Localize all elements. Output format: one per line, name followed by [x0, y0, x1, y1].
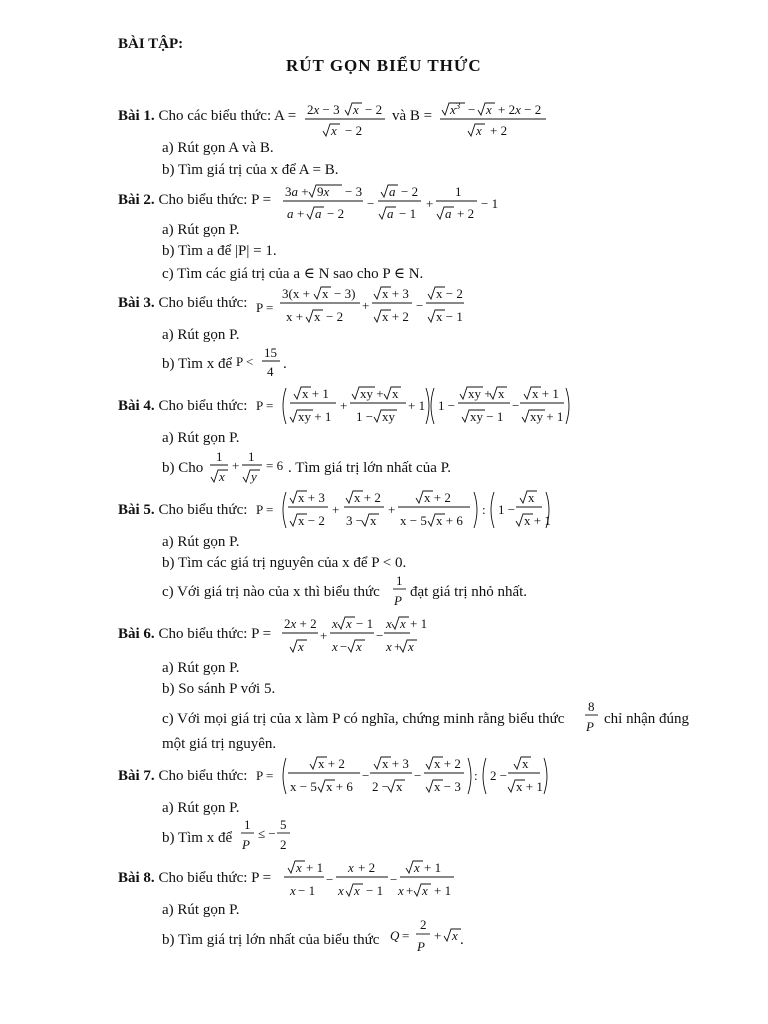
svg-text:15: 15	[264, 345, 277, 360]
svg-text:P: P	[242, 837, 250, 852]
svg-text:4: 4	[267, 364, 274, 379]
svg-text:x: x	[331, 123, 337, 138]
svg-text:+ 1: + 1	[434, 883, 452, 898]
svg-text:2x − 3: 2x − 3	[307, 102, 340, 117]
problem-3-heading	[118, 295, 247, 312]
svg-text:x: x	[332, 639, 338, 654]
formula-q	[390, 918, 462, 958]
svg-text:y: y	[251, 469, 257, 484]
svg-text:x + 1: x + 1	[302, 386, 329, 401]
formula-p8	[284, 858, 456, 902]
svg-text:2x + 2: 2x + 2	[284, 616, 317, 631]
svg-text:+: +	[320, 628, 328, 643]
formula-p5	[256, 488, 550, 532]
problem-label: Bài 7.	[118, 768, 155, 784]
svg-text:x: x	[314, 309, 321, 324]
condition-formula	[208, 450, 288, 490]
problem-intro: Cho biểu thức:	[158, 502, 248, 518]
problem-5-item-a: a) Rút gọn P.	[162, 534, 240, 550]
problem-5-item-b: b) Tìm các giá trị nguyên của x để P < 0.	[162, 555, 407, 571]
svg-text:a: a	[315, 206, 322, 221]
svg-text:x + 1: x + 1	[524, 513, 551, 528]
svg-text:=: =	[402, 928, 410, 943]
svg-text:a: a	[389, 184, 396, 199]
svg-text:− 1: − 1	[356, 616, 374, 631]
fraction-8-over-p	[584, 700, 600, 736]
svg-text:− 1: − 1	[298, 883, 316, 898]
formula-p6	[282, 614, 428, 658]
problem-intro: Cho các biểu thức: A =	[158, 108, 297, 124]
problem-label: Bài 4.	[118, 398, 155, 414]
svg-text:x + 6: x + 6	[436, 513, 463, 528]
problem-2-item-c: c) Tìm các giá trị của a ∈ N sao cho P ∈ N.	[162, 266, 424, 282]
svg-text:+ 1: + 1	[306, 860, 324, 875]
problem-6-item-c-continued: một giá trị nguyên.	[162, 736, 277, 752]
svg-text:x − 5: x − 5	[290, 779, 317, 794]
svg-text:+: +	[406, 883, 414, 898]
svg-text:−: −	[414, 768, 422, 783]
inequality-p-lt-15-4	[236, 346, 286, 382]
svg-text:− 3): − 3)	[334, 286, 356, 301]
svg-text:+ 1: + 1	[410, 616, 428, 631]
svg-text:x: x	[354, 883, 360, 898]
svg-text:x − 5: x − 5	[400, 513, 427, 528]
svg-text:xy +: xy +	[468, 386, 492, 401]
problem-1-item-b: b) Tìm giá trị của x để A = B.	[162, 162, 339, 178]
svg-text:a: a	[387, 206, 394, 221]
svg-text:x: x	[522, 756, 529, 771]
svg-text:9x: 9x	[317, 184, 330, 199]
svg-text:−: −	[340, 639, 348, 654]
svg-text:x: x	[498, 386, 505, 401]
svg-text:xy + 1: xy + 1	[530, 409, 564, 424]
formula-p7	[256, 754, 550, 798]
formula-b	[440, 100, 555, 140]
problem-7-item-b: b) Tìm x để	[162, 830, 233, 846]
problem-intro: Cho biểu thức:	[158, 295, 248, 311]
svg-text:x: x	[338, 883, 344, 898]
svg-text:− 1: − 1	[481, 196, 499, 211]
svg-text:−: −	[326, 872, 334, 887]
svg-text:xy +: xy +	[360, 386, 384, 401]
period: .	[283, 356, 287, 372]
svg-text:x: x	[386, 616, 392, 631]
formula-a	[305, 100, 405, 140]
svg-text::: :	[474, 768, 478, 783]
problem-6-heading	[118, 626, 271, 643]
svg-text:x + 3: x + 3	[298, 490, 325, 505]
svg-text:+: +	[394, 639, 402, 654]
svg-text:5: 5	[280, 817, 287, 832]
svg-text:+ 2: + 2	[358, 860, 376, 875]
svg-text:x + 3: x + 3	[382, 756, 409, 771]
svg-text:x: x	[396, 779, 403, 794]
svg-text:+ 2x − 2: + 2x − 2	[498, 102, 542, 117]
svg-text:P =: P =	[256, 768, 274, 783]
svg-text:+: +	[426, 196, 434, 211]
problem-7-item-a: a) Rút gọn P.	[162, 800, 240, 816]
page-title: RÚT GỌN BIỂU THỨC	[286, 56, 482, 75]
svg-text:x: x	[414, 860, 420, 875]
problem-intro: Cho biểu thức:	[158, 768, 248, 784]
problem-8-item-a: a) Rút gọn P.	[162, 902, 240, 918]
svg-text:−: −	[367, 196, 375, 211]
svg-text:− 2: − 2	[326, 309, 344, 324]
svg-text:− 2: − 2	[327, 206, 345, 221]
problem-5-item-c-suffix: đạt giá trị nhỏ nhất.	[410, 584, 528, 600]
problem-2-heading	[118, 192, 271, 209]
problem-3-item-a: a) Rút gọn P.	[162, 327, 240, 343]
svg-text:8: 8	[588, 699, 595, 714]
svg-text:−: −	[390, 872, 398, 887]
svg-text:a: a	[287, 206, 294, 221]
svg-text:x + 2: x + 2	[382, 309, 409, 324]
problem-4-heading	[118, 398, 247, 415]
svg-text:x: x	[400, 616, 406, 631]
svg-text:3(x +: 3(x +	[282, 286, 310, 301]
svg-text:x + 6: x + 6	[326, 779, 353, 794]
svg-text:− 2: − 2	[365, 102, 383, 117]
svg-text:x: x	[408, 639, 414, 654]
problem-label: Bài 1.	[118, 108, 155, 124]
svg-text:1 −: 1 −	[356, 409, 374, 424]
problem-8-item-b: b) Tìm giá trị lớn nhất của biểu thức	[162, 932, 380, 948]
svg-text:− 2: − 2	[401, 184, 419, 199]
problem-4-item-a: a) Rút gọn P.	[162, 430, 240, 446]
svg-text:x − 3: x − 3	[434, 779, 461, 794]
svg-text:x3: $x^3$	[450, 101, 461, 117]
svg-text:+ 1: + 1	[408, 398, 426, 413]
problem-6-item-b: b) So sánh P với 5.	[162, 681, 276, 697]
svg-text:3a +: 3a +	[285, 184, 309, 199]
problem-label: Bài 2.	[118, 192, 155, 208]
svg-text:+ 1: + 1	[424, 860, 442, 875]
svg-text:≤ −: ≤ −	[258, 826, 276, 841]
svg-text:x + 2: x + 2	[354, 490, 381, 505]
svg-text:1 −: 1 −	[498, 502, 516, 517]
svg-text:2 −: 2 −	[490, 768, 508, 783]
problem-label: Bài 6.	[118, 626, 155, 642]
svg-text:2: 2	[420, 917, 427, 932]
problem-7-heading	[118, 768, 247, 785]
period: .	[460, 932, 464, 948]
svg-text:3 −: 3 −	[346, 513, 364, 528]
svg-text:= 6: = 6	[266, 458, 284, 473]
header-label: BÀI TẬP:	[118, 36, 184, 52]
svg-text:x: x	[486, 102, 492, 117]
problem-4-item-b-prefix: b) Cho	[162, 460, 204, 476]
svg-text:x: x	[528, 490, 535, 505]
connector-text: và B =	[392, 108, 433, 124]
svg-text:− 1: − 1	[366, 883, 384, 898]
svg-text:+: +	[362, 298, 370, 313]
problem-intro: Cho biểu thức: P =	[158, 192, 272, 208]
svg-text:1: 1	[216, 449, 223, 464]
svg-text:P: P	[417, 939, 425, 954]
formula-p2	[283, 182, 499, 224]
svg-text:x: x	[476, 123, 482, 138]
svg-text:x: x	[422, 883, 428, 898]
svg-text:+ 2: + 2	[490, 123, 508, 138]
svg-text:x − 1: x − 1	[436, 309, 463, 324]
svg-text:1: 1	[244, 817, 251, 832]
svg-text:x +: x +	[286, 309, 304, 324]
problem-6-item-a: a) Rút gọn P.	[162, 660, 240, 676]
inequality-1-over-p	[240, 818, 294, 856]
problem-3-item-b: b) Tìm x để	[162, 356, 233, 372]
svg-text:x + 2: x + 2	[434, 756, 461, 771]
svg-text:+ 2: + 2	[457, 206, 475, 221]
svg-text:+: +	[388, 502, 396, 517]
svg-text:P =: P =	[256, 502, 274, 517]
svg-text:− 3: − 3	[345, 184, 363, 199]
svg-text:−: −	[362, 768, 370, 783]
svg-text:x − 2: x − 2	[436, 286, 463, 301]
svg-text:x: x	[392, 386, 399, 401]
problem-1-heading	[118, 108, 296, 125]
problem-8-heading	[118, 870, 271, 887]
svg-text:x: x	[219, 469, 225, 484]
svg-text:x + 2: x + 2	[318, 756, 345, 771]
problem-label: Bài 8.	[118, 870, 155, 886]
svg-text:−: −	[376, 628, 384, 643]
svg-text:P: P	[586, 719, 594, 734]
svg-text:−: −	[512, 398, 520, 413]
svg-text:1 −: 1 −	[438, 398, 456, 413]
svg-text:x: x	[386, 639, 392, 654]
fraction-1-over-p	[392, 574, 408, 610]
problem-1-item-a: a) Rút gọn A và B.	[162, 140, 274, 156]
problem-label: Bài 3.	[118, 295, 155, 311]
svg-text:P: P	[394, 593, 402, 608]
svg-text:x: x	[353, 102, 359, 117]
svg-text:− 1: − 1	[399, 206, 417, 221]
problem-5-item-c-prefix: c) Với giá trị nào của x thì biểu thức	[162, 584, 380, 600]
problem-intro: Cho biểu thức: P =	[158, 626, 272, 642]
svg-text:xy: xy	[382, 409, 395, 424]
svg-text:x: x	[370, 513, 377, 528]
problem-intro: Cho biểu thức: P =	[158, 870, 272, 886]
svg-text:P =: P =	[256, 300, 274, 315]
svg-text:1: 1	[248, 449, 255, 464]
problem-6-item-c-prefix: c) Với mọi giá trị của x làm P có nghĩa, chứng minh rằng biểu thức	[162, 711, 565, 727]
problem-6-item-c-suffix: chỉ nhận đúng	[604, 711, 689, 727]
svg-text:− 2: − 2	[345, 123, 363, 138]
svg-text:+: +	[232, 458, 240, 473]
svg-text:x: x	[348, 860, 354, 875]
svg-text:1: 1	[455, 184, 462, 199]
problem-4-item-b-suffix: . Tìm giá trị lớn nhất của P.	[288, 460, 452, 476]
svg-text:−: −	[468, 102, 476, 117]
formula-p3	[256, 284, 466, 328]
svg-text:+: +	[434, 928, 442, 943]
svg-text:xy + 1: xy + 1	[298, 409, 332, 424]
svg-text:x + 1: x + 1	[532, 386, 559, 401]
svg-text:x: x	[452, 928, 458, 943]
svg-text:x: x	[296, 860, 302, 875]
svg-text:Q: Q	[390, 928, 400, 943]
svg-text:2: 2	[280, 837, 287, 852]
svg-text:xy − 1: xy − 1	[470, 409, 504, 424]
problem-2-item-b: b) Tìm a để |P| = 1.	[162, 243, 277, 259]
svg-text:x: x	[346, 616, 352, 631]
svg-text:+: +	[340, 398, 348, 413]
formula-p4	[256, 384, 572, 428]
svg-text:1: 1	[396, 573, 403, 588]
problem-intro: Cho biểu thức:	[158, 398, 248, 414]
svg-text:x: x	[290, 883, 296, 898]
svg-text:x: x	[322, 286, 329, 301]
svg-text:+: +	[297, 206, 305, 221]
svg-text::: :	[482, 502, 486, 517]
svg-text:x: x	[298, 639, 304, 654]
svg-text:P =: P =	[256, 398, 274, 413]
svg-text:x: x	[398, 883, 404, 898]
svg-text:−: −	[416, 298, 424, 313]
problem-label: Bài 5.	[118, 502, 155, 518]
svg-text:x − 2: x − 2	[298, 513, 325, 528]
problem-5-heading	[118, 502, 247, 519]
svg-text:x: x	[332, 616, 338, 631]
svg-text:P <: P <	[236, 354, 254, 369]
svg-text:a: a	[445, 206, 452, 221]
svg-text:x + 1: x + 1	[516, 779, 543, 794]
svg-text:x + 2: x + 2	[424, 490, 451, 505]
svg-text:x: x	[356, 639, 362, 654]
problem-2-item-a: a) Rút gọn P.	[162, 222, 240, 238]
svg-text:+: +	[332, 502, 340, 517]
svg-text:x + 3: x + 3	[382, 286, 409, 301]
svg-text:2 −: 2 −	[372, 779, 390, 794]
